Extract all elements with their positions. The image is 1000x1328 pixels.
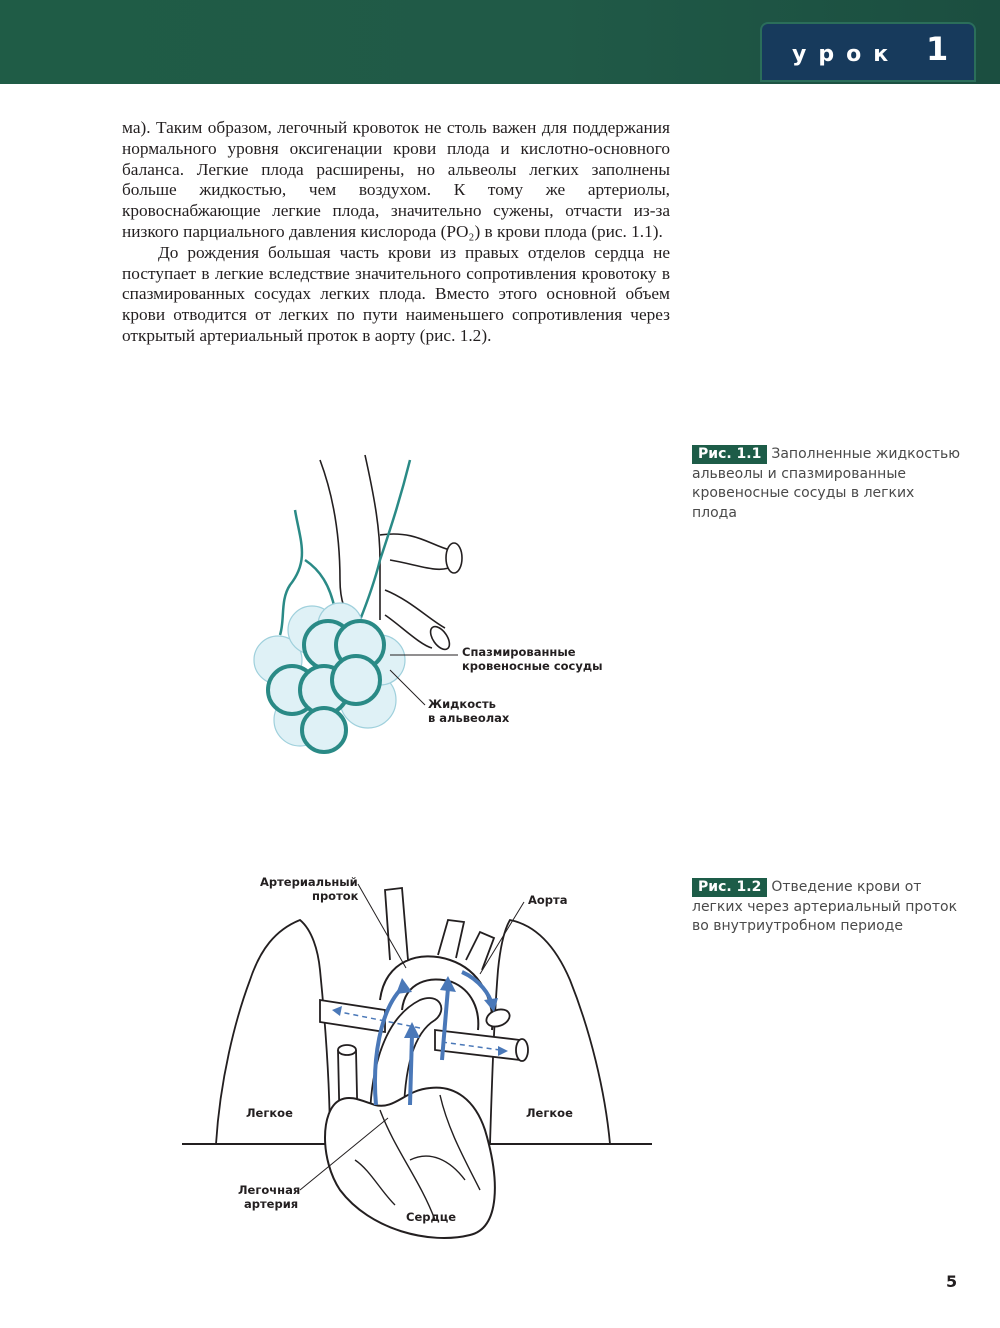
label-duct-line2: проток — [312, 889, 359, 903]
page-number: 5 — [946, 1272, 958, 1291]
figure-1-1-illustration — [240, 450, 620, 760]
branch-opening-right — [516, 1039, 528, 1061]
vessel-opening-top — [446, 543, 462, 573]
label-lung-left: Легкое — [246, 1106, 293, 1120]
figure-1-1-badge: Рис. 1.1 — [692, 445, 767, 464]
figure-1-2-illustration — [180, 860, 660, 1260]
label-aorta: Аорта — [528, 893, 568, 907]
figure-1-2-badge: Рис. 1.2 — [692, 878, 767, 897]
pulmonary-branch-left — [320, 1000, 385, 1032]
vessel-top-2 — [438, 920, 464, 958]
label-fluid-line1: Жидкость — [428, 697, 496, 711]
vena-cava-opening — [338, 1045, 356, 1055]
artery-branch — [380, 534, 450, 550]
vessel-top-3 — [466, 932, 494, 970]
label-fluid-line2: в альвеолах — [428, 711, 510, 725]
label-heart: Сердце — [406, 1210, 457, 1224]
vessel-top-1 — [385, 888, 408, 960]
paragraph-1: ма). Таким образом, легочный кровоток не столь важен для поддержания нормального уровня оксигенации крови плода и кислотно-основного баланса. Легкие плода расширены, но альвеолы легких заполнены больше жидкостью, чем воздухом. К тому же артериолы, кровоснабжающие легкие плода, значительно сужены, отчасти из-за низкого парциального давления кислорода (PO₂) в крови плода (рис. 1.1). — [122, 118, 670, 241]
spasmed-vessel-2 — [360, 460, 410, 620]
bronchus-outline-2 — [365, 455, 380, 620]
label-artery-line2: артерия — [244, 1197, 299, 1211]
bronchus-outline — [320, 460, 355, 625]
figure-1-2-caption-text: Отведение крови от легких через артериальный проток во внутриутробном периоде — [692, 879, 958, 934]
label-artery-line1: Легочная — [238, 1183, 301, 1197]
label-lung-right: Легкое — [526, 1106, 573, 1120]
label-duct-line1: Артериальный — [260, 875, 358, 889]
body-text — [122, 118, 670, 347]
flow-arrow-2 — [410, 1035, 412, 1105]
label-vessels-line2: кровеносные сосуды — [462, 659, 603, 673]
figure-1-1-caption-text: Заполненные жидкостью альвеолы и спазмированные кровеносные сосуды в легких плода — [692, 446, 961, 521]
arrowhead-3 — [440, 976, 456, 992]
label-vessels-line1: Спазмированные — [462, 645, 576, 659]
lesson-word: урок — [792, 42, 901, 67]
arrowhead — [396, 978, 412, 994]
paragraph-2: До рождения большая часть крови из правых отделов сердца не поступает в легкие вследствие значительного сопротивления кровотоку в спазмированных сосудах легких плода. Вместо этого основной объем крови отводится от легких по пути наименьшего сопротивления через открытый артериальный проток в аорту (рис. 1.2). — [122, 242, 670, 345]
spasmed-vessel-3 — [305, 560, 335, 610]
artery-branch-2 — [390, 560, 455, 569]
figure-1-2-caption — [692, 878, 967, 937]
figure-1-1-caption — [692, 445, 962, 523]
lesson-number: 1 — [926, 30, 949, 68]
lesson-tab — [760, 22, 976, 82]
